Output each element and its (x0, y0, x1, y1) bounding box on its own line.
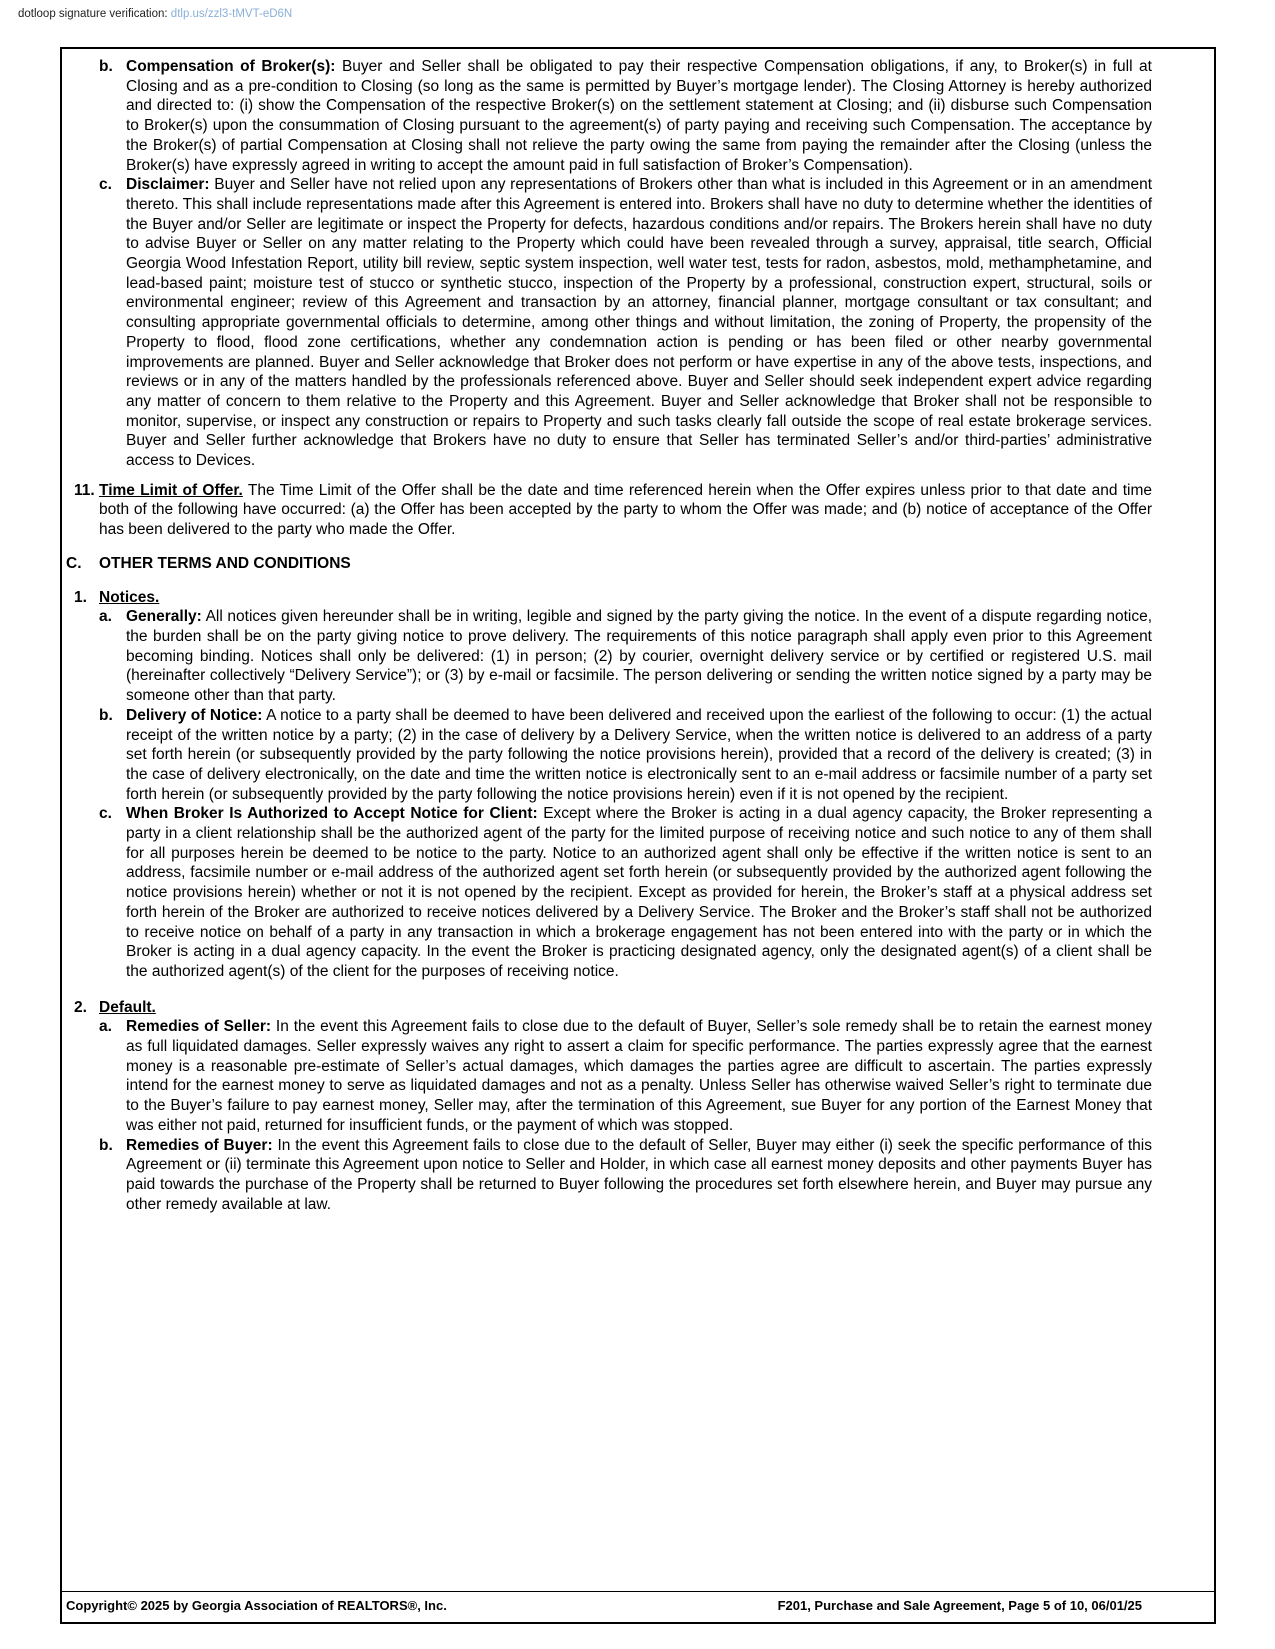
clause-text: In the event this Agreement fails to close due to the default of Buyer, Seller’s sole remedy shall be to retain the earnest money as full liquidated damages. Seller expressly waives any right to assert a claim for specific performance. The parties expressly agree that the earnest money is a reasonable pre-estimate of Seller’s actual damages, which damages the parties agree are difficult to ascertain. The parties expressly intend for the earnest money to serve as liquidated damages and not as a penalty. Unless Seller has otherwise waived Seller’s right to terminate due to the Buyer’s failure to pay earnest money, Seller may, after the termination of this Agreement, sue Buyer for any portion of the Earnest Money that was either not paid, returned for insufficient funds, or the payment of which was stopped. (126, 1018, 1153, 1134)
clause-label: Default. (99, 998, 156, 1016)
clause-label: Delivery of Notice: (126, 706, 263, 724)
page-footer (62, 1591, 1214, 1622)
clause-marker: 11. (74, 481, 95, 499)
clause-remedies-of-seller (99, 1017, 1152, 1135)
clause-body (99, 588, 1152, 608)
footer-form-info: F201, Purchase and Sale Agreement, Page 5 of 10, 06/01/25 (777, 1598, 1142, 1613)
clause-text: All notices given hereunder shall be in writing, legible and signed by the party giving the notice. In the event of a dispute regarding notice, the burden shall be on the party giving notice to prove delivery. The requirements of this notice paragraph shall apply even prior to this Agreement becoming binding. Notices shall only be delivered: (1) in person; (2) by courier, overnight delivery service or by certified or registered U.S. mail (hereinafter collectively “Delivery Service”); or (3) by e-mail or facsimile. The person delivering or sending the written notice signed by a party may be someone other than that party. (126, 608, 1152, 705)
clause-label: Generally: (126, 608, 202, 626)
clause-body (126, 57, 1152, 175)
clause-marker: b. (99, 706, 113, 724)
clause-marker: 2. (74, 998, 87, 1016)
clause-body (126, 706, 1152, 805)
clause-body (126, 804, 1152, 981)
clause-marker: b. (99, 58, 113, 75)
clause-time-limit-of-offer (74, 481, 1152, 540)
clause-text: Buyer and Seller shall be obligated to pay their respective Compensation obligations, if any, to Broker(s) in full at Closing and as a pre-condition to Closing (so long as the same is permitted by Buyer’s mortgage lender). The Closing Attorney is hereby authorized and directed to: (i) show the Compensation of the respective Broker(s) on the settlement statement at Closing; and (ii) disburse such Compensation to Broker(s) upon the consummation of Closing pursuant to the agreement(s) of party paying and receiving such Compensation. The acceptance by the Broker(s) of partial Compensation at Closing shall not relieve the party owing the same from paying the remainder after the Closing (unless the Broker(s) have expressly agreed in writing to accept the amount paid in full satisfaction of Broker’s Compensation). (126, 58, 1152, 174)
verification-link[interactable]: dtlp.us/zzl3-tMVT-eD6N (170, 8, 293, 20)
section-marker: C. (66, 554, 82, 572)
verification-bar (0, 0, 1275, 47)
clause-notices-heading (74, 588, 1152, 608)
clause-marker: c. (99, 805, 112, 823)
clause-body (126, 1136, 1152, 1215)
clause-marker: a. (99, 1018, 112, 1036)
clause-body (99, 481, 1152, 540)
verification-label: dotloop signature verification: (18, 8, 171, 20)
document-content (62, 49, 1214, 1591)
clause-text: In the event this Agreement fails to close due to the default of Seller, Buyer may either (i) seek the specific performance of this Agreement or (ii) terminate this Agreement upon notice to Seller and Holder, in which case all earnest money deposits and other payments Buyer has paid towards the purchase of the Property shall be returned to Buyer following the procedures set forth elsewhere herein, and Buyer may pursue any other remedy available at law. (126, 1136, 1152, 1213)
document-page (60, 47, 1216, 1624)
clause-remedies-of-buyer (99, 1136, 1152, 1215)
clause-body (126, 607, 1152, 706)
clause-marker: b. (99, 1136, 113, 1154)
clause-default-heading (74, 998, 1152, 1018)
clause-compensation-of-brokers (99, 57, 1152, 175)
footer-copyright: Copyright© 2025 by Georgia Association of REALTORS®, Inc. (66, 1598, 447, 1613)
clause-label: Remedies of Seller: (126, 1018, 272, 1036)
clause-body (126, 175, 1152, 471)
clause-marker: c. (99, 176, 112, 194)
clause-disclaimer (99, 175, 1152, 471)
clause-body (99, 998, 1152, 1018)
clause-text: The Time Limit of the Offer shall be the date and time referenced herein when the Offer expires unless prior to that date and time both of the following have occurred: (a) the Offer has been accepted by the party to whom the Offer was made; and (b) notice of acceptance of the Offer has been delivered to the party who made the Offer. (99, 481, 1153, 539)
clause-body (126, 1017, 1152, 1135)
clause-delivery-of-notice (99, 706, 1152, 805)
clause-broker-authorized-notice (99, 804, 1152, 981)
clause-label: Time Limit of Offer. (99, 481, 243, 499)
clause-marker: a. (99, 608, 112, 626)
clause-marker: 1. (74, 588, 87, 606)
section-title: OTHER TERMS AND CONDITIONS (99, 554, 351, 572)
clause-text: Except where the Broker is acting in a dual agency capacity, the Broker representing a party in a client relationship shall be the authorized agent of the party for the limited purpose of receiving notice and such notice to any of them shall for all purposes herein be deemed to be notice to the party. Notice to an authorized agent shall only be effective if the written notice is sent to an address, facsimile number or e-mail address of the authorized agent set forth herein (or subsequently provided by the authorized agent following the notice provisions herein) whether or not it is not opened by the recipient. Except as provided for herein, the Broker’s staff at a physical address set forth herein of the Broker are authorized to receive notices delivered by a Delivery Service. The Broker and the Broker’s staff shall not be authorized to receive notice on behalf of a party in any transaction in which a brokerage engagement has not been entered into with the party or in which the Broker is acting in a dual agency capacity. In the event the Broker is practicing designated agency, only the designated agent(s) of a client shall be the authorized agent(s) of the client for the purposes of receiving notice. (126, 805, 1152, 980)
clause-label: Notices. (99, 588, 160, 606)
clause-label: Remedies of Buyer: (126, 1136, 273, 1154)
clause-notices-generally (99, 607, 1152, 706)
clause-label: Compensation of Broker(s): (126, 58, 336, 75)
clause-text: A notice to a party shall be deemed to have been delivered and received upon the earliest of the following to occur: (1) the actual receipt of the written notice by a party; (2) in the case of delivery by a Delivery Service, when the written notice is delivered to an address of a party set forth herein (or subsequently provided by the party following the notice provisions herein), provided that a record of the delivery is created; (3) in the case of delivery electronically, on the date and time the written notice is electronically sent to an e-mail address or facsimile number of a party set forth herein (or subsequently provided by the party following the notice provisions herein) even if it is not opened by the recipient. (126, 706, 1152, 803)
clause-label: When Broker Is Authorized to Accept Notice for Client: (126, 805, 538, 823)
section-other-terms-and-conditions (66, 554, 1152, 574)
clause-label: Disclaimer: (126, 176, 210, 194)
clause-text: Buyer and Seller have not relied upon any representations of Brokers other than what is included in this Agreement or in an amendment thereto. This shall include representations made after this Agreement is entered into. Brokers shall have no duty to determine whether the identities of the Buyer and/or Seller are legitimate or inspect the Property for defects, hazardous conditions and/or repairs. The Brokers herein shall have no duty to advise Buyer or Seller on any matter relating to the Property which could have been revealed through a survey, appraisal, title search, Official Georgia Wood Infestation Report, utility bill review, septic system inspection, well water test, tests for radon, asbestos, mold, methamphetamine, and lead-based paint; moisture test of stucco or synthetic stucco, inspection of the Property by a professional, construction expert, structural, soils or environmental engineer; review of this Agreement and transaction by an attorney, financial planner, mortgage consultant or tax consultant; and consulting appropriate governmental officials to determine, among other things and without limitation, the zoning of Property, the propensity of the Property to flood, flood zone certifications, whether any condemnation action is pending or has been filed or other nearby governmental improvements are planned. Buyer and Seller acknowledge that Broker does not perform or have expertise in any of the above tests, inspections, and reviews or in any of the matters handled by the professionals referenced above. Buyer and Seller should seek independent expert advice regarding any matter of concern to them relative to the Property and this Agreement. Buyer and Seller acknowledge that Broker shall not be responsible to monitor, supervise, or inspect any construction or repairs to Property and such tasks clearly fall outside the scope of real estate brokerage services. Buyer and Seller further acknowledge that Brokers have no duty to ensure that Seller has terminated Seller’s and/or third-parties’ administrative access to Devices. (126, 176, 1152, 470)
